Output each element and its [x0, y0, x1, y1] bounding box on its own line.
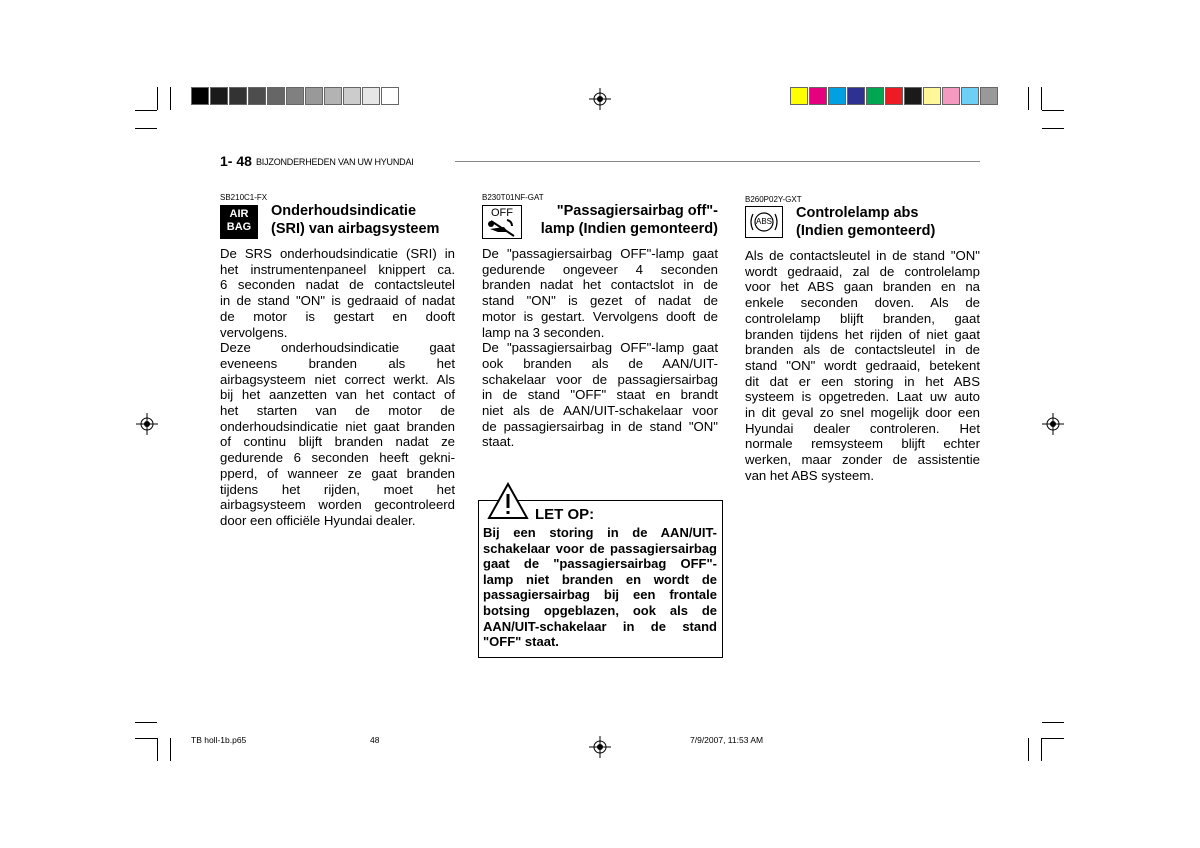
text-line: AAN/UIT-schakelaar in de stand [483, 618, 717, 634]
crop-mark [170, 738, 171, 761]
calibration-swatch [790, 87, 808, 105]
heading-line: (SRI) van airbagsysteem [271, 221, 440, 237]
text-line: wordt gedraaid, zal de controlelamp [745, 263, 980, 279]
heading-line: Controlelamp abs [796, 205, 919, 221]
calibration-swatch [923, 87, 941, 105]
text-line: stand "ON" wordt gedraaid, betekent [745, 357, 980, 373]
calibration-swatch [191, 87, 209, 105]
text-line: controlelamp blijft branden, gaat [745, 310, 980, 326]
crop-mark [157, 738, 158, 761]
text-line: ook branden als de AAN/UIT- [482, 355, 718, 371]
gray-calibration-bar [191, 87, 400, 105]
footer-file: TB holl-1b.p65 [191, 735, 247, 745]
heading-line: lamp (Indien gemonteerd) [540, 221, 718, 237]
registration-mark-icon [589, 88, 611, 110]
text-line: tijdens het rijden, moet het [220, 481, 455, 497]
section-heading [271, 202, 439, 238]
text-line: gaat de "passagiersairbag OFF"- [483, 556, 717, 572]
calibration-swatch [305, 87, 323, 105]
warning-triangle-icon [487, 482, 529, 520]
text-line: motor is gestart. Vervolgens dooft de [482, 308, 718, 324]
text-line: Deze onderhoudsindicatie gaat [220, 340, 455, 356]
color-calibration-bar [790, 87, 999, 105]
text-line: eveneens branden als het [220, 355, 455, 371]
registration-mark-icon [1042, 413, 1064, 435]
text-line: De "passagiersairbag OFF"-lamp gaat [482, 340, 718, 356]
crop-mark [1041, 87, 1042, 110]
calibration-swatch [343, 87, 361, 105]
calibration-swatch [809, 87, 827, 105]
calibration-swatch [828, 87, 846, 105]
calibration-swatch [866, 87, 884, 105]
off-icon-text: OFF [491, 207, 513, 219]
header-divider [455, 161, 980, 162]
text-line: in de stand "OFF" staat en brandt [482, 387, 718, 403]
text-line: gedurende ongeveer 4 seconden [482, 261, 718, 277]
crop-mark [1041, 738, 1042, 761]
crop-mark [157, 87, 158, 110]
calibration-swatch [942, 87, 960, 105]
text-line: in de stand "ON" is gedraaid of nadat [220, 293, 455, 309]
text-line: schakelaar voor de passagiersairbag [482, 371, 718, 387]
text-line: branden tijdens het rijden of niet gaat [745, 326, 980, 342]
text-line: botsing opgeblazen, ook als de [483, 602, 717, 618]
passenger-airbag-off-icon [482, 205, 522, 239]
section-code: B230T01NF-GAT [482, 193, 544, 202]
registration-mark-icon [136, 413, 158, 435]
airbag-icon-text: BAG [226, 221, 252, 233]
text-line: het instrumentenpaneel knippert ca. [220, 261, 455, 277]
text-line: of continu blijft branden nadat ze [220, 434, 455, 450]
text-line: werken, maar zonder de assistentie [745, 452, 980, 468]
airbag-icon-text: AIR [229, 208, 249, 220]
calibration-swatch [286, 87, 304, 105]
calibration-swatch [229, 87, 247, 105]
text-line: Bij een storing in de AAN/UIT- [483, 525, 717, 540]
airbag-icon [220, 205, 258, 239]
text-line: enkele seconden doven. Als de [745, 295, 980, 311]
section-body [482, 246, 718, 450]
calibration-swatch [362, 87, 380, 105]
text-line: lamp na 3 seconden. [482, 324, 605, 340]
calibration-swatch [381, 87, 399, 105]
text-line: vervolgens. [220, 324, 288, 340]
warning-title: LET OP: [535, 506, 595, 523]
section-code: SB210C1-FX [220, 193, 268, 202]
crop-mark [135, 738, 157, 739]
calibration-swatch [904, 87, 922, 105]
heading-line: (Indien gemonteerd) [796, 223, 936, 239]
text-line: airbagsysteem niet correct werkt. Als [220, 371, 455, 387]
text-line: schakelaar voor de passagiersairbag [483, 540, 717, 556]
text-line: voor het ABS gaan branden en na [745, 279, 980, 295]
section-heading [533, 202, 718, 238]
text-line: branden als de contactsleutel in de [745, 342, 980, 358]
calibration-swatch [885, 87, 903, 105]
crop-mark [135, 128, 157, 129]
crop-mark [135, 722, 157, 723]
abs-icon [745, 206, 783, 238]
text-line: branden nadat het contactslot in de [482, 277, 718, 293]
text-line: passagiersairbag bij een frontale [483, 587, 717, 603]
footer-page: 48 [370, 735, 380, 745]
crop-mark [1042, 110, 1064, 111]
section-body [220, 246, 455, 529]
crop-mark [1042, 722, 1064, 723]
crop-mark [1028, 738, 1029, 761]
text-line: bij het aanzetten van het contact of [220, 387, 455, 403]
text-line: De SRS onderhoudsindicatie (SRI) in [220, 246, 455, 261]
calibration-swatch [210, 87, 228, 105]
section-heading [796, 204, 935, 240]
crop-mark [1042, 128, 1064, 129]
section-title: BIJZONDERHEDEN VAN UW HYUNDAI [256, 157, 414, 167]
text-line: niet als de AAN/UIT-schakelaar voor [482, 403, 718, 419]
calibration-swatch [961, 87, 979, 105]
footer-datetime: 7/9/2007, 11:53 AM [690, 735, 764, 745]
text-line: Hyundai dealer controleren. Het [745, 420, 980, 436]
calibration-swatch [980, 87, 998, 105]
calibration-swatch [267, 87, 285, 105]
crop-mark [170, 87, 171, 110]
text-line: normale remsysteem blijft echter [745, 436, 980, 452]
text-line: "OFF" staat. [483, 634, 559, 650]
text-line: de passagiersairbag in de stand "ON" [482, 418, 718, 434]
text-line: systeem is opgetreden. Laat uw auto [745, 389, 980, 405]
section-code: B260P02Y-GXT [745, 195, 802, 204]
text-line: van het ABS systeem. [745, 467, 875, 483]
text-line: stand "ON" is gezet of nadat de [482, 293, 718, 309]
text-line: De "passagiersairbag OFF"-lamp gaat [482, 246, 718, 261]
section-body [745, 248, 980, 484]
text-line: pperd, of wanneer ze gaat branden [220, 465, 455, 481]
heading-line: "Passagiersairbag off"- [556, 203, 718, 219]
crop-mark [135, 110, 157, 111]
text-line: onderhoudsindicatie niet gaat branden [220, 418, 455, 434]
text-line: staat. [482, 434, 515, 450]
page-number: 1- 48 [220, 153, 252, 169]
crop-mark [1028, 87, 1029, 110]
text-line: lamp niet branden en wordt de [483, 571, 717, 587]
text-line: het starten van de motor de [220, 403, 455, 419]
text-line: 6 seconden nadat de contactsleutel [220, 277, 455, 293]
text-line: de motor is gestart en dooft [220, 308, 455, 324]
text-line: gedurende 6 seconden heeft gekni- [220, 450, 455, 466]
registration-mark-icon [589, 736, 611, 758]
text-line: door een officiële Hyundai dealer. [220, 512, 416, 528]
heading-line: Onderhoudsindicatie [271, 203, 417, 219]
warning-body [483, 525, 717, 650]
text-line: Als de contactsleutel in de stand "ON" [745, 248, 980, 263]
text-line: dit dat er een storing in het ABS [745, 373, 980, 389]
calibration-swatch [847, 87, 865, 105]
crop-mark [1042, 738, 1064, 739]
calibration-swatch [248, 87, 266, 105]
text-line: in dit geval zo snel mogelijk door een [745, 405, 980, 421]
calibration-swatch [324, 87, 342, 105]
text-line: airbagsysteem worden gecontroleerd [220, 497, 455, 513]
abs-icon-text: ABS [755, 217, 772, 226]
